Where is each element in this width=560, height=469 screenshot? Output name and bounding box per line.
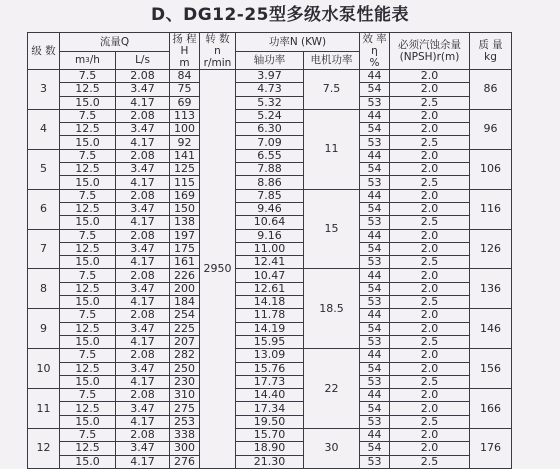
- head-cell: 226: [170, 269, 200, 282]
- flow-m3h-cell: 7.5: [60, 149, 116, 162]
- flow-m3h-cell: 7.5: [60, 389, 116, 402]
- head-cell: 141: [170, 149, 200, 162]
- shaft-power-cell: 19.50: [236, 415, 304, 428]
- stage-cell: 8: [28, 269, 60, 309]
- table-row: [28, 375, 512, 388]
- npsh-cell: 2.0: [390, 282, 470, 295]
- table-row: [28, 242, 512, 255]
- table-row: [28, 202, 512, 215]
- stage-cell: 5: [28, 149, 60, 189]
- stage-cell: 3: [28, 70, 60, 110]
- npsh-cell: 2.0: [390, 429, 470, 442]
- head-cell: 276: [170, 455, 200, 468]
- header-power: 功率N (KW): [236, 33, 360, 52]
- efficiency-cell: 53: [360, 176, 390, 189]
- efficiency-cell: 44: [360, 349, 390, 362]
- head-cell: 175: [170, 242, 200, 255]
- shaft-power-cell: 8.86: [236, 176, 304, 189]
- head-cell: 250: [170, 362, 200, 375]
- npsh-cell: 2.5: [390, 296, 470, 309]
- efficiency-cell: 53: [360, 296, 390, 309]
- mass-cell: 176: [470, 429, 512, 469]
- flow-m3h-cell: 12.5: [60, 282, 116, 295]
- header-flow-ls: L/s: [116, 51, 170, 70]
- efficiency-cell: 44: [360, 309, 390, 322]
- flow-m3h-cell: 15.0: [60, 375, 116, 388]
- npsh-cell: 2.0: [390, 109, 470, 122]
- shaft-power-cell: 14.18: [236, 296, 304, 309]
- header-flow-m3h: [60, 51, 116, 70]
- head-cell: 161: [170, 256, 200, 269]
- head-cell: 113: [170, 109, 200, 122]
- table-row: [28, 96, 512, 109]
- header-efficiency-symbol: η: [371, 45, 378, 57]
- table-row: [28, 349, 512, 362]
- npsh-cell: 2.5: [390, 335, 470, 348]
- efficiency-cell: 54: [360, 242, 390, 255]
- shaft-power-cell: 14.40: [236, 389, 304, 402]
- npsh-cell: 2.5: [390, 415, 470, 428]
- table-row: [28, 455, 512, 468]
- table-row: [28, 216, 512, 229]
- motor-power-cell: 7.5: [304, 70, 360, 110]
- shaft-power-cell: 3.97: [236, 70, 304, 83]
- efficiency-cell: 53: [360, 335, 390, 348]
- npsh-cell: 2.0: [390, 442, 470, 455]
- flow-ls-cell: 3.47: [116, 123, 170, 136]
- flow-m3h-cell: 12.5: [60, 322, 116, 335]
- efficiency-cell: 54: [360, 282, 390, 295]
- mass-cell: 116: [470, 189, 512, 229]
- flow-m3h-cell: 12.5: [60, 442, 116, 455]
- header-speed-top: 转 数: [205, 33, 230, 45]
- motor-power-cell: 11: [304, 109, 360, 189]
- flow-m3h-cell: 15.0: [60, 256, 116, 269]
- head-cell: 207: [170, 335, 200, 348]
- npsh-cell: 2.0: [390, 269, 470, 282]
- head-cell: 197: [170, 229, 200, 242]
- flow-m3h-cell: 7.5: [60, 189, 116, 202]
- flow-m3h-cell: 12.5: [60, 402, 116, 415]
- mass-cell: 126: [470, 229, 512, 269]
- efficiency-cell: 54: [360, 202, 390, 215]
- flow-ls-cell: 4.17: [116, 136, 170, 149]
- flow-m3h-cell: 15.0: [60, 136, 116, 149]
- flow-ls-cell: 4.17: [116, 335, 170, 348]
- flow-m3h-cell: 7.5: [60, 109, 116, 122]
- efficiency-cell: 44: [360, 389, 390, 402]
- header-head-symbol: H: [180, 45, 189, 57]
- npsh-cell: 2.0: [390, 322, 470, 335]
- npsh-cell: 2.5: [390, 375, 470, 388]
- head-cell: 300: [170, 442, 200, 455]
- shaft-power-cell: 15.76: [236, 362, 304, 375]
- shaft-power-cell: 12.61: [236, 282, 304, 295]
- stage-cell: 9: [28, 309, 60, 349]
- header-npsh-top: 必须汽蚀余量: [398, 39, 461, 51]
- mass-cell: 166: [470, 389, 512, 429]
- header-speed: [200, 33, 236, 70]
- flow-ls-cell: 3.47: [116, 282, 170, 295]
- flow-m3h-cell: 12.5: [60, 163, 116, 176]
- table-row: [28, 256, 512, 269]
- head-cell: 253: [170, 415, 200, 428]
- npsh-cell: 2.5: [390, 216, 470, 229]
- npsh-cell: 2.0: [390, 83, 470, 96]
- table-row: [28, 282, 512, 295]
- flow-m3h-cell: 15.0: [60, 96, 116, 109]
- npsh-cell: 2.0: [390, 149, 470, 162]
- head-cell: 230: [170, 375, 200, 388]
- table-row: [28, 229, 512, 242]
- head-cell: 125: [170, 163, 200, 176]
- flow-m3h-cell: 12.5: [60, 123, 116, 136]
- table-row: [28, 136, 512, 149]
- stage-cell: 7: [28, 229, 60, 269]
- speed-cell: 2950: [200, 70, 236, 469]
- npsh-cell: 2.0: [390, 70, 470, 83]
- flow-ls-cell: 2.08: [116, 309, 170, 322]
- header-head-top: 扬 程: [172, 33, 197, 45]
- header-efficiency-unit: %: [369, 57, 380, 69]
- motor-power-cell: 15: [304, 189, 360, 269]
- table-body: [28, 70, 512, 469]
- head-cell: 338: [170, 429, 200, 442]
- flow-ls-cell: 2.08: [116, 149, 170, 162]
- head-cell: 275: [170, 402, 200, 415]
- flow-m3h-cell: 7.5: [60, 429, 116, 442]
- table-row: [28, 362, 512, 375]
- shaft-power-cell: 12.41: [236, 256, 304, 269]
- flow-ls-cell: 2.08: [116, 70, 170, 83]
- head-cell: 100: [170, 123, 200, 136]
- flow-m3h-cell: 15.0: [60, 455, 116, 468]
- shaft-power-cell: 7.85: [236, 189, 304, 202]
- mass-cell: 96: [470, 109, 512, 149]
- efficiency-cell: 53: [360, 216, 390, 229]
- head-cell: 254: [170, 309, 200, 322]
- head-cell: 282: [170, 349, 200, 362]
- flow-m3h-cell: 7.5: [60, 269, 116, 282]
- efficiency-cell: 54: [360, 163, 390, 176]
- table-row: [28, 442, 512, 455]
- npsh-cell: 2.0: [390, 229, 470, 242]
- stage-cell: 6: [28, 189, 60, 229]
- table-row: [28, 83, 512, 96]
- mass-cell: 136: [470, 269, 512, 309]
- shaft-power-cell: 17.73: [236, 375, 304, 388]
- table-row: [28, 296, 512, 309]
- header-mass: [470, 33, 512, 70]
- flow-m3h-cell: 7.5: [60, 70, 116, 83]
- table-row: [28, 189, 512, 202]
- npsh-cell: 2.0: [390, 189, 470, 202]
- header-speed-unit: r/min: [203, 57, 232, 69]
- npsh-cell: 2.0: [390, 123, 470, 136]
- flow-m3h-cell: 12.5: [60, 362, 116, 375]
- efficiency-cell: 44: [360, 70, 390, 83]
- efficiency-cell: 53: [360, 96, 390, 109]
- shaft-power-cell: 5.32: [236, 96, 304, 109]
- flow-ls-cell: 2.08: [116, 189, 170, 202]
- head-cell: 225: [170, 322, 200, 335]
- flow-ls-cell: 2.08: [116, 269, 170, 282]
- shaft-power-cell: 21.30: [236, 455, 304, 468]
- motor-power-cell: 30: [304, 429, 360, 469]
- efficiency-cell: 44: [360, 149, 390, 162]
- npsh-cell: 2.5: [390, 455, 470, 468]
- shaft-power-cell: 7.09: [236, 136, 304, 149]
- header-mass-top: 质 量: [478, 39, 503, 51]
- flow-ls-cell: 4.17: [116, 296, 170, 309]
- flow-ls-cell: 3.47: [116, 362, 170, 375]
- shaft-power-cell: 4.73: [236, 83, 304, 96]
- flow-ls-cell: 4.17: [116, 415, 170, 428]
- table-row: [28, 415, 512, 428]
- shaft-power-cell: 14.19: [236, 322, 304, 335]
- header-mass-unit: kg: [484, 51, 497, 63]
- shaft-power-cell: 10.47: [236, 269, 304, 282]
- table-row: [28, 309, 512, 322]
- table-title: D、DG12-25型多级水泵性能表: [150, 5, 410, 25]
- flow-m3h-cell: 12.5: [60, 83, 116, 96]
- shaft-power-cell: 18.90: [236, 442, 304, 455]
- shaft-power-cell: 17.34: [236, 402, 304, 415]
- shaft-power-cell: 9.46: [236, 202, 304, 215]
- mass-cell: 146: [470, 309, 512, 349]
- head-cell: 310: [170, 389, 200, 402]
- head-cell: 169: [170, 189, 200, 202]
- stage-cell: 12: [28, 429, 60, 469]
- table-row: [28, 109, 512, 122]
- flow-m3h-cell: 15.0: [60, 335, 116, 348]
- header-head-unit: m: [179, 57, 190, 69]
- efficiency-cell: 44: [360, 269, 390, 282]
- npsh-cell: 2.5: [390, 176, 470, 189]
- flow-ls-cell: 4.17: [116, 455, 170, 468]
- header-npsh-unit: (NPSH)r(m): [399, 51, 460, 63]
- head-cell: 84: [170, 70, 200, 83]
- shaft-power-cell: 6.30: [236, 123, 304, 136]
- head-cell: 75: [170, 83, 200, 96]
- head-cell: 115: [170, 176, 200, 189]
- table-row: [28, 269, 512, 282]
- npsh-cell: 2.5: [390, 96, 470, 109]
- npsh-cell: 2.0: [390, 309, 470, 322]
- efficiency-cell: 44: [360, 229, 390, 242]
- flow-ls-cell: 2.08: [116, 349, 170, 362]
- pump-performance-table: [27, 32, 512, 469]
- flow-ls-cell: 4.17: [116, 256, 170, 269]
- flow-ls-cell: 4.17: [116, 96, 170, 109]
- efficiency-cell: 54: [360, 123, 390, 136]
- flow-ls-cell: 2.08: [116, 429, 170, 442]
- motor-power-cell: 18.5: [304, 269, 360, 349]
- mass-cell: 106: [470, 149, 512, 189]
- mass-cell: 156: [470, 349, 512, 389]
- header-motor-power: 电机功率: [304, 51, 360, 70]
- shaft-power-cell: 15.95: [236, 335, 304, 348]
- shaft-power-cell: 10.64: [236, 216, 304, 229]
- mass-cell: 86: [470, 70, 512, 110]
- flow-m3h-cell: 7.5: [60, 229, 116, 242]
- efficiency-cell: 54: [360, 362, 390, 375]
- efficiency-cell: 44: [360, 189, 390, 202]
- header-npsh: [390, 33, 470, 70]
- table-row: [28, 402, 512, 415]
- npsh-cell: 2.0: [390, 349, 470, 362]
- npsh-cell: 2.0: [390, 163, 470, 176]
- header-efficiency: [360, 33, 390, 70]
- efficiency-cell: 53: [360, 415, 390, 428]
- flow-m3h-cell: 15.0: [60, 216, 116, 229]
- npsh-cell: 2.0: [390, 362, 470, 375]
- shaft-power-cell: 6.55: [236, 149, 304, 162]
- table-row: [28, 149, 512, 162]
- flow-ls-cell: 4.17: [116, 216, 170, 229]
- shaft-power-cell: 11.78: [236, 309, 304, 322]
- header-flow-m3h-tail: /h: [89, 54, 100, 67]
- head-cell: 138: [170, 216, 200, 229]
- table-row: [28, 163, 512, 176]
- efficiency-cell: 54: [360, 83, 390, 96]
- shaft-power-cell: 13.09: [236, 349, 304, 362]
- flow-m3h-cell: 12.5: [60, 242, 116, 255]
- flow-m3h-cell: 15.0: [60, 296, 116, 309]
- flow-ls-cell: 2.08: [116, 389, 170, 402]
- efficiency-cell: 53: [360, 136, 390, 149]
- table-row: [28, 322, 512, 335]
- efficiency-cell: 54: [360, 322, 390, 335]
- flow-ls-cell: 2.08: [116, 109, 170, 122]
- flow-ls-cell: 4.17: [116, 375, 170, 388]
- header-flow-m3h-base: m: [75, 54, 86, 67]
- shaft-power-cell: 7.88: [236, 163, 304, 176]
- npsh-cell: 2.0: [390, 402, 470, 415]
- head-cell: 184: [170, 296, 200, 309]
- efficiency-cell: 54: [360, 402, 390, 415]
- stage-cell: 11: [28, 389, 60, 429]
- flow-m3h-cell: 7.5: [60, 349, 116, 362]
- header-flow: 流量Q: [60, 33, 170, 52]
- efficiency-cell: 44: [360, 429, 390, 442]
- npsh-cell: 2.0: [390, 389, 470, 402]
- header-stage: 级 数: [28, 33, 60, 70]
- flow-m3h-cell: 12.5: [60, 202, 116, 215]
- header-head: [170, 33, 200, 70]
- table-row: [28, 389, 512, 402]
- table-row: [28, 70, 512, 83]
- shaft-power-cell: 9.16: [236, 229, 304, 242]
- flow-ls-cell: 3.47: [116, 322, 170, 335]
- flow-ls-cell: 4.17: [116, 176, 170, 189]
- shaft-power-cell: 11.00: [236, 242, 304, 255]
- npsh-cell: 2.5: [390, 136, 470, 149]
- flow-ls-cell: 3.47: [116, 242, 170, 255]
- stage-cell: 4: [28, 109, 60, 149]
- flow-ls-cell: 2.08: [116, 229, 170, 242]
- flow-ls-cell: 3.47: [116, 83, 170, 96]
- flow-m3h-cell: 15.0: [60, 415, 116, 428]
- stage-cell: 10: [28, 349, 60, 389]
- efficiency-cell: 44: [360, 109, 390, 122]
- head-cell: 69: [170, 96, 200, 109]
- header-flow-m3h-sup: 3: [85, 56, 90, 65]
- shaft-power-cell: 15.70: [236, 429, 304, 442]
- head-cell: 200: [170, 282, 200, 295]
- header-speed-symbol: n: [214, 45, 221, 57]
- head-cell: 150: [170, 202, 200, 215]
- table-row: [28, 335, 512, 348]
- table-row: [28, 123, 512, 136]
- npsh-cell: 2.5: [390, 256, 470, 269]
- efficiency-cell: 54: [360, 442, 390, 455]
- efficiency-cell: 53: [360, 455, 390, 468]
- efficiency-cell: 53: [360, 375, 390, 388]
- motor-power-cell: 22: [304, 349, 360, 429]
- npsh-cell: 2.0: [390, 242, 470, 255]
- header-efficiency-top: 效 率: [362, 33, 387, 45]
- flow-ls-cell: 3.47: [116, 402, 170, 415]
- table-row: [28, 176, 512, 189]
- head-cell: 92: [170, 136, 200, 149]
- flow-ls-cell: 3.47: [116, 442, 170, 455]
- table-row: [28, 429, 512, 442]
- flow-m3h-cell: 15.0: [60, 176, 116, 189]
- shaft-power-cell: 5.24: [236, 109, 304, 122]
- flow-ls-cell: 3.47: [116, 163, 170, 176]
- efficiency-cell: 53: [360, 256, 390, 269]
- npsh-cell: 2.0: [390, 202, 470, 215]
- flow-ls-cell: 3.47: [116, 202, 170, 215]
- header-shaft-power: 轴功率: [236, 51, 304, 70]
- flow-m3h-cell: 7.5: [60, 309, 116, 322]
